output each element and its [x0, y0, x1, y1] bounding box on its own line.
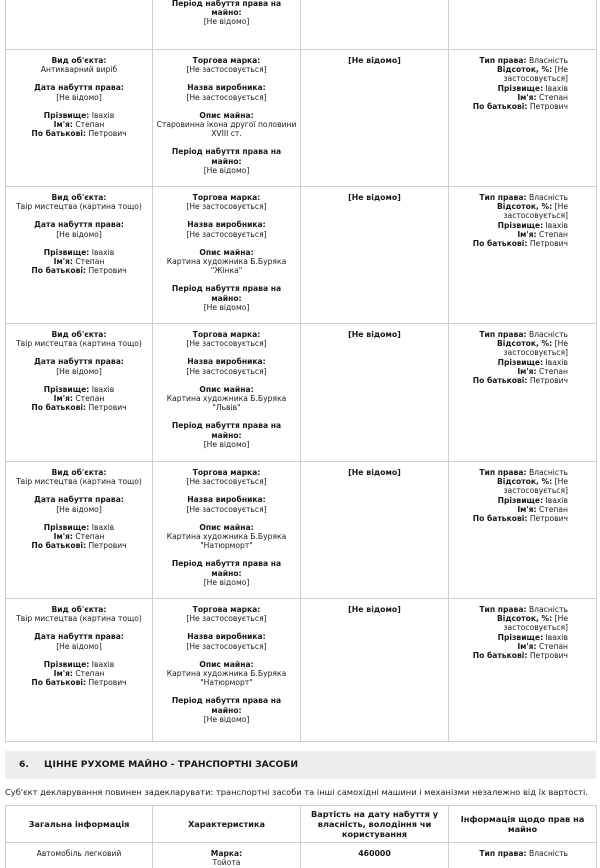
patronymic-label: По батькові:: [31, 266, 87, 276]
first-name-value: Степан: [539, 504, 568, 514]
description-value: Картина художника Б.Буряка "Львів": [166, 394, 287, 413]
value-unknown: [Не відомо]: [348, 605, 401, 614]
description-value: Картина художника Б.Буряка "Жінка": [166, 257, 287, 276]
share-value: [Не застосовується]: [503, 614, 568, 633]
vehicle-type: Автомобіль легковий: [36, 849, 122, 858]
patronymic-value: Петрович: [88, 129, 127, 139]
trademark-value: [Не застосовується]: [186, 477, 267, 487]
patronymic-value: Петрович: [529, 239, 568, 249]
share-label: Відсоток, %:: [497, 614, 553, 624]
valuables-table: [5, 0, 597, 742]
surname-label: Прізвище:: [497, 357, 544, 367]
acq-date-value: [Не відомо]: [56, 641, 102, 651]
period-label: Період набуття права на майно:: [171, 284, 282, 303]
first-name-label: Ім'я:: [53, 669, 73, 679]
section-title: ЦІННЕ РУХОМЕ МАЙНО - ТРАНСПОРТНІ ЗАСОБИ: [44, 759, 299, 770]
patronymic-label: По батькові:: [31, 541, 87, 551]
first-name-value: Степан: [539, 366, 568, 376]
period-value: [Не відомо]: [203, 714, 250, 724]
value-unknown: [Не відомо]: [348, 330, 401, 339]
first-name-label: Ім'я:: [53, 257, 73, 267]
manufacturer-label: Назва виробника:: [187, 357, 266, 367]
patronymic-value: Петрович: [529, 651, 568, 661]
share-label: Відсоток, %:: [497, 477, 553, 487]
trademark-value: [Не застосовується]: [186, 339, 267, 349]
first-name-label: Ім'я:: [517, 366, 537, 376]
patronymic-label: По батькові:: [472, 651, 528, 661]
table-row: [6, 324, 597, 462]
right-type-value: Власність: [528, 330, 568, 339]
table-row: [6, 843, 597, 868]
patronymic-value: Петрович: [529, 102, 568, 112]
description-value: Картина художника Б.Буряка "Натюрморт": [166, 532, 287, 551]
surname-value: Івахів: [545, 632, 568, 642]
acq-date-value: [Не відомо]: [56, 366, 102, 376]
period-value: [Не відомо]: [203, 577, 250, 587]
first-name-value: Степан: [539, 641, 568, 651]
period-value: [Не відомо]: [203, 439, 250, 449]
patronymic-value: Петрович: [88, 678, 127, 688]
patronymic-label: По батькові:: [472, 102, 528, 112]
column-header: Загальна інформація: [6, 806, 153, 843]
description-label: Опис майна:: [199, 659, 254, 669]
surname-value: Івахів: [91, 659, 115, 669]
section-header: [5, 751, 596, 779]
first-name-label: Ім'я:: [53, 120, 73, 130]
manufacturer-label: Назва виробника:: [187, 220, 266, 230]
surname-label: Прізвище:: [43, 247, 90, 257]
table-header-row: [6, 806, 597, 843]
table-row: [6, 50, 597, 187]
vehicles-table: [5, 805, 597, 868]
patronymic-label: По батькові:: [472, 376, 528, 386]
right-type-label: Тип права:: [479, 849, 527, 858]
patronymic-label: По батькові:: [31, 403, 87, 413]
period-value: [Не відомо]: [203, 165, 250, 175]
share-value: [Не застосовується]: [503, 202, 568, 221]
surname-value: Івахів: [91, 522, 115, 532]
surname-value: Івахів: [545, 220, 568, 230]
acq-date-label: Дата набуття права:: [34, 83, 124, 93]
column-header: Інформація щодо прав на майно: [449, 806, 597, 843]
period-label: Період набуття права на майно:: [171, 421, 282, 440]
object-type-value: Твір мистецтва (картина тощо): [16, 477, 142, 487]
surname-value: Івахів: [91, 384, 115, 394]
first-name-label: Ім'я:: [517, 92, 537, 102]
patronymic-label: По батькові:: [31, 129, 87, 139]
patronymic-label: По батькові:: [472, 239, 528, 249]
acq-date-label: Дата набуття права:: [34, 357, 124, 367]
trademark-label: Торгова марка:: [192, 56, 261, 65]
object-type-label: Вид об'єкта:: [51, 468, 107, 477]
surname-value: Івахів: [91, 247, 115, 257]
first-name-label: Ім'я:: [517, 641, 537, 651]
object-type-value: Твір мистецтва (картина тощо): [16, 202, 142, 212]
first-name-value: Степан: [539, 229, 568, 239]
object-type-value: Антикварний виріб: [40, 65, 118, 75]
surname-label: Прізвище:: [497, 220, 544, 230]
surname-label: Прізвище:: [43, 659, 90, 669]
share-value: [Не застосовується]: [503, 339, 568, 358]
trademark-label: Торгова марка:: [192, 193, 261, 202]
trademark-value: [Не застосовується]: [186, 65, 267, 75]
period-label: Період набуття права на майно:: [171, 696, 282, 715]
patronymic-value: Петрович: [88, 541, 127, 551]
right-type-label: Тип права:: [479, 605, 527, 614]
surname-label: Прізвище:: [497, 83, 544, 93]
object-type-label: Вид об'єкта:: [51, 330, 107, 339]
patronymic-label: По батькові:: [472, 514, 528, 524]
period-value: [Не відомо]: [203, 17, 250, 27]
right-type-label: Тип права:: [479, 193, 527, 202]
manufacturer-value: [Не застосовується]: [186, 504, 267, 514]
first-name-label: Ім'я:: [53, 532, 73, 542]
surname-value: Івахів: [545, 83, 568, 93]
patronymic-value: Петрович: [88, 266, 127, 276]
right-type-label: Тип права:: [479, 56, 527, 65]
trademark-value: [Не застосовується]: [186, 614, 267, 624]
period-label: Період набуття права на майно:: [171, 0, 282, 18]
acq-date-label: Дата набуття права:: [34, 220, 124, 230]
patronymic-value: Петрович: [529, 376, 568, 386]
table-row: [6, 187, 597, 324]
surname-label: Прізвище:: [497, 495, 544, 505]
acq-date-value: [Не відомо]: [56, 229, 102, 239]
acq-date-label: Дата набуття права:: [34, 632, 124, 642]
manufacturer-value: [Не застосовується]: [186, 229, 267, 239]
vehicle-value: 460000: [358, 849, 391, 858]
object-type-label: Вид об'єкта:: [51, 605, 107, 614]
period-label: Період набуття права на майно:: [171, 147, 282, 166]
brand-value: Тойота: [212, 858, 241, 868]
table-row: [6, 462, 597, 599]
table-row: [6, 599, 597, 742]
column-header: Вартість на дату набуття у власність, володіння чи користування: [301, 806, 449, 843]
patronymic-value: Петрович: [88, 403, 127, 413]
description-value: Старовинна ікона другої половини XVIII ст.: [156, 120, 297, 139]
share-value: [Не застосовується]: [503, 65, 568, 84]
value-unknown: [Не відомо]: [348, 193, 401, 202]
share-label: Відсоток, %:: [497, 202, 553, 212]
description-value: Картина художника Б.Буряка "Натюрморт": [166, 669, 287, 688]
table-row: [6, 0, 597, 50]
manufacturer-label: Назва виробника:: [187, 495, 266, 505]
share-label: Відсоток, %:: [497, 339, 553, 349]
description-label: Опис майна:: [199, 110, 254, 120]
surname-value: Івахів: [545, 495, 568, 505]
acq-date-label: Дата набуття права:: [34, 495, 124, 505]
object-type-label: Вид об'єкта:: [51, 56, 107, 65]
manufacturer-value: [Не застосовується]: [186, 366, 267, 376]
first-name-value: Степан: [75, 532, 105, 542]
object-type-label: Вид об'єкта:: [51, 193, 107, 202]
patronymic-value: Петрович: [529, 514, 568, 524]
right-type-value: Власність: [528, 468, 568, 477]
right-type-label: Тип права:: [479, 468, 527, 477]
share-label: Відсоток, %:: [497, 65, 553, 75]
share-value: [Не застосовується]: [503, 477, 568, 496]
first-name-value: Степан: [75, 257, 105, 267]
first-name-value: Степан: [539, 92, 568, 102]
surname-value: Івахів: [91, 110, 115, 120]
first-name-label: Ім'я:: [517, 229, 537, 239]
first-name-label: Ім'я:: [517, 504, 537, 514]
acq-date-value: [Не відомо]: [56, 92, 102, 102]
period-label: Період набуття права на майно:: [171, 559, 282, 578]
description-label: Опис майна:: [199, 247, 254, 257]
right-type-label: Тип права:: [479, 330, 527, 339]
right-type-value: Власність: [528, 193, 568, 202]
manufacturer-value: [Не застосовується]: [186, 92, 267, 102]
section-number: 6.: [19, 759, 29, 770]
period-value: [Не відомо]: [203, 302, 250, 312]
value-unknown: [Не відомо]: [348, 468, 401, 477]
trademark-label: Торгова марка:: [192, 468, 261, 477]
trademark-label: Торгова марка:: [192, 605, 261, 614]
surname-label: Прізвище:: [43, 384, 90, 394]
right-type-value: Власність: [528, 605, 568, 614]
manufacturer-label: Назва виробника:: [187, 632, 266, 642]
first-name-label: Ім'я:: [53, 394, 73, 404]
first-name-value: Степан: [75, 394, 105, 404]
manufacturer-label: Назва виробника:: [187, 83, 266, 93]
description-label: Опис майна:: [199, 384, 254, 394]
first-name-value: Степан: [75, 120, 105, 130]
surname-value: Івахів: [545, 357, 568, 367]
value-unknown: [Не відомо]: [348, 56, 401, 65]
column-header: Характеристика: [153, 806, 301, 843]
trademark-label: Торгова марка:: [192, 330, 261, 339]
first-name-value: Степан: [75, 669, 105, 679]
surname-label: Прізвище:: [497, 632, 544, 642]
patronymic-label: По батькові:: [31, 678, 87, 688]
object-type-value: Твір мистецтва (картина тощо): [16, 614, 142, 624]
surname-label: Прізвище:: [43, 110, 90, 120]
section-note: Суб'єкт декларування повинен задекларувати: транспортні засоби та інші самохідні машини і механізми незалежно від їх вартості.: [5, 787, 588, 797]
right-type-value: Власність: [528, 56, 568, 65]
brand-label: Марка:: [210, 849, 243, 858]
description-label: Опис майна:: [199, 522, 254, 532]
right-type-value: Власність: [528, 849, 568, 858]
surname-label: Прізвище:: [43, 522, 90, 532]
object-type-value: Твір мистецтва (картина тощо): [16, 339, 142, 349]
acq-date-value: [Не відомо]: [56, 504, 102, 514]
manufacturer-value: [Не застосовується]: [186, 641, 267, 651]
trademark-value: [Не застосовується]: [186, 202, 267, 212]
